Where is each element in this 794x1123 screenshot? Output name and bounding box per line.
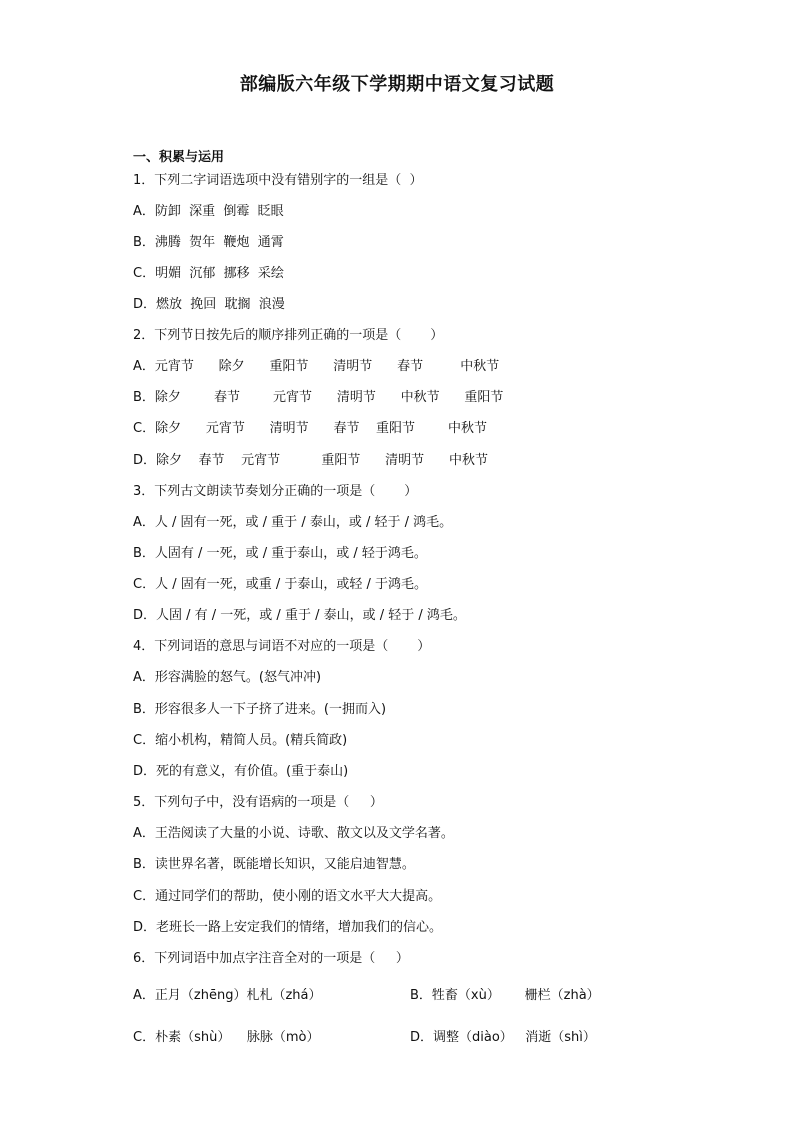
question-4-stem: 4．下列词语的意思与词语不对应的一项是（ ） bbox=[133, 639, 431, 654]
question-6-option-a: A．正月（zhēng）札札（zhá） bbox=[133, 988, 322, 1003]
question-4-option-b: B．形容很多人一下子挤了进来。(一拥而入) bbox=[133, 702, 387, 717]
question-4-option-c: C．缩小机构，精简人员。(精兵简政) bbox=[133, 733, 348, 748]
question-5-option-c: C．通过同学们的帮助，使小刚的语文水平大大提高。 bbox=[133, 889, 442, 904]
question-2-option-b: B．除夕 春节 元宵节 清明节 中秋节 重阳节 bbox=[133, 390, 504, 405]
question-2-option-c: C．除夕 元宵节 清明节 春节 重阳节 中秋节 bbox=[133, 421, 488, 436]
question-1-option-c: C．明媚 沉郁 挪移 采绘 bbox=[133, 266, 284, 281]
question-6-option-c: C．朴素（shù） 脉脉（mò） bbox=[133, 1030, 320, 1045]
question-3-option-d: D．人固 / 有 / 一死，或 / 重于 / 泰山，或 / 轻于 / 鸿毛。 bbox=[133, 608, 466, 623]
question-3-option-b: B．人固有 / 一死，或 / 重于泰山，或 / 轻于鸿毛。 bbox=[133, 546, 427, 561]
question-3-option-c: C．人 / 固有一死，或重 / 于泰山，或轻 / 于鸿毛。 bbox=[133, 577, 428, 592]
question-4-option-d: D．死的有意义，有价值。(重于泰山) bbox=[133, 764, 349, 779]
question-5-stem: 5．下列句子中，没有语病的一项是（ ） bbox=[133, 795, 383, 810]
question-1-option-b: B．沸腾 贺年 鞭炮 通霄 bbox=[133, 235, 284, 250]
question-5-option-a: A．王浩阅读了大量的小说、诗歌、散文以及文学名著。 bbox=[133, 826, 454, 841]
question-6-stem: 6．下列词语中加点字注音全对的一项是（ ） bbox=[133, 951, 409, 966]
question-1-option-a: A．防卸 深重 倒霉 眨眼 bbox=[133, 204, 284, 219]
question-3-stem: 3．下列古文朗读节奏划分正确的一项是（ ） bbox=[133, 484, 418, 499]
section-heading: 一、积累与运用 bbox=[133, 150, 225, 165]
question-2-option-a: A．元宵节 除夕 重阳节 清明节 春节 中秋节 bbox=[133, 359, 500, 374]
question-4-option-a: A．形容满脸的怒气。(怒气冲冲) bbox=[133, 670, 322, 685]
question-2-option-d: D．除夕 春节 元宵节 重阳节 清明节 中秋节 bbox=[133, 453, 488, 468]
question-2-stem: 2．下列节日按先后的顺序排列正确的一项是（ ） bbox=[133, 328, 444, 343]
question-1-option-d: D．燃放 挽回 耽搁 浪漫 bbox=[133, 297, 285, 312]
page-title: 部编版六年级下学期期中语文复习试题 bbox=[239, 74, 555, 95]
question-3-option-a: A．人 / 固有一死，或 / 重于 / 泰山，或 / 轻于 / 鸿毛。 bbox=[133, 515, 453, 530]
question-6-option-b: B．牲畜（xù） 栅栏（zhà） bbox=[410, 988, 600, 1003]
question-6-option-d: D．调整（diào） 消逝（shì） bbox=[410, 1030, 596, 1045]
question-5-option-b: B．读世界名著，既能增长知识，又能启迪智慧。 bbox=[133, 857, 415, 872]
question-5-option-d: D．老班长一路上安定我们的情绪，增加我们的信心。 bbox=[133, 920, 443, 935]
question-1-stem: 1．下列二字词语选项中没有错别字的一组是（ ） bbox=[133, 173, 423, 188]
